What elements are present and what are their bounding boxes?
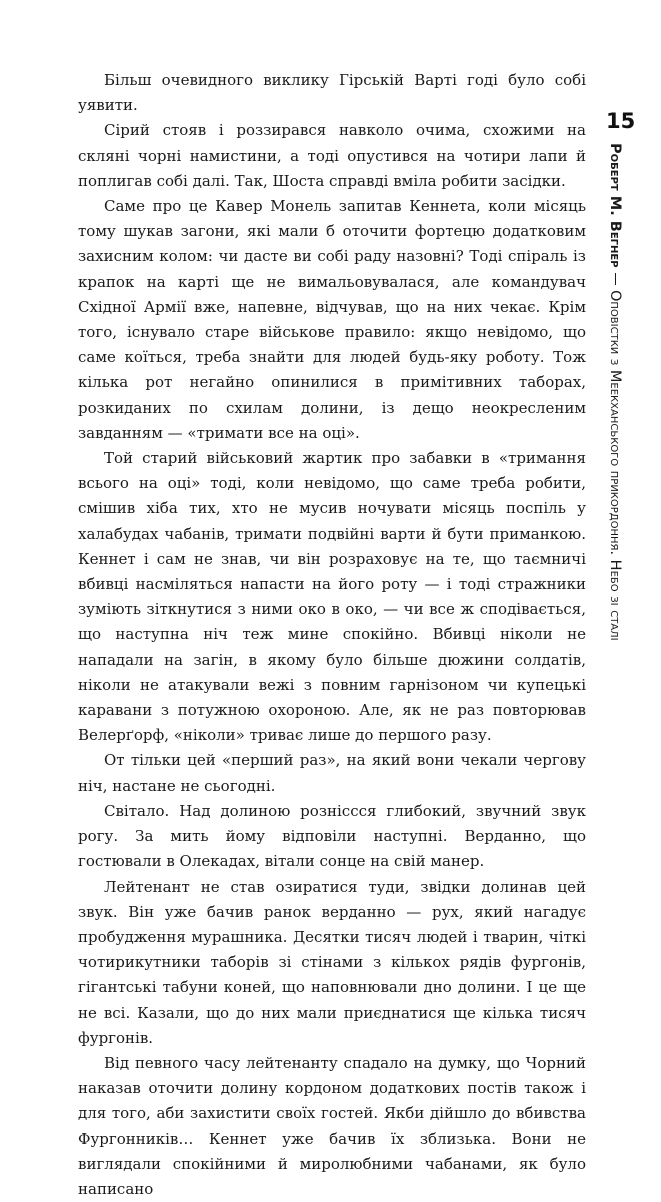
paragraph: От тільки цей «перший раз», на який вони чекали чергову ніч, настане не сьогодні. — [78, 751, 586, 795]
running-head-book-title: Оповістки з Меекханського прикордоння. Небо зі сталі — [607, 289, 623, 641]
paragraph: Більш очевидного виклику Гірській Варті годі було собі уявити. — [78, 71, 586, 115]
running-head-author: Роберт М. Вегнер — [607, 143, 623, 268]
running-head-divider — [615, 273, 616, 285]
paragraph: Світало. Над долиною розніссся глибокий, звучний звук рогу. За мить йому відповіли наступні. Верданно, що гостювали в Олекадах, вітали сонце на свій манер. — [78, 801, 586, 871]
running-head — [607, 143, 623, 640]
paragraph: Той старий військовий жартик про забавки в «тримання всього на оці» тоді, коли невідомо, що саме треба робити, смішив хіба тих, хто не мусив ночувати місяць поспіль у халабудах чабанів, тримати подвійні варти й бути приманкою. Кеннет і сам не знав, чи він розраховує на те, що таємничі вбивці насміляться напасти на його роту — і тоді стражники зуміють зіткнутися з ними око в око, — чи все ж сподівається, що наступна ніч теж мине спокійно. Вбивці ніколи не нападали на загін, в якому було більше дюжини солдатів, ніколи не атакували вежі з повним гарнізоном чи купецькі каравани з потужною охороною. Але, як не раз повторював Велерґорф, «ніколи» триває лише до першого разу. — [78, 449, 586, 745]
paragraph: Сірий стояв і роззирався навколо очима, схожими на скляні чорні намистини, а тоді опустився на чотири лапи й поплигав собі далі. Так, Шоста справді вміла робити засідки. — [78, 121, 586, 190]
paragraph: Саме про це Кавер Монель запитав Кеннета, коли місяць тому шукав загони, які мали б оточити фортецю додатковим захисним колом: чи дасте ви собі раду назовні? Тоді спіраль із крапок на карті ще не вимальовувалася, але командувач Східної Армії вже, напевне, відчував, що на них чекає. Крім того, існувало старе військове правило: якщо невідомо, що саме коїться, треба знайти для людей будь-яку роботу. Тож кілька рот негайно опинилися в примітивних таборах, розкиданих по схилам долини, із дещо неокресленим завданням — «тримати все на оці». — [78, 197, 586, 442]
paragraph: Лейтенант не став озиратися туди, звідки долинав цей звук. Він уже бачив ранок верданно — рух, який нагадує пробудження мурашника. Десятки тисяч людей і тварин, чіткі чотирикутники таборів зі стінами з кількох рядів фургонів, гігантські табуни коней, що наповнювали дно долини. І це ще не всі. Казали, що до них мали приєднатися ще кілька тисяч фургонів. — [78, 877, 586, 1047]
page-number: 15 — [606, 109, 636, 133]
paragraph: Від певного часу лейтенанту спадало на думку, що Чорний наказав оточити долину кордоном додаткових постів також і для того, аби захистити своїх гостей. Якби дійшло до вбивства Фургонників… Кеннет уже бачив їх зблизька. Вони не виглядали спокійними й миролюбними чабанами, як було написано — [78, 1053, 586, 1198]
page-body — [78, 68, 586, 1202]
